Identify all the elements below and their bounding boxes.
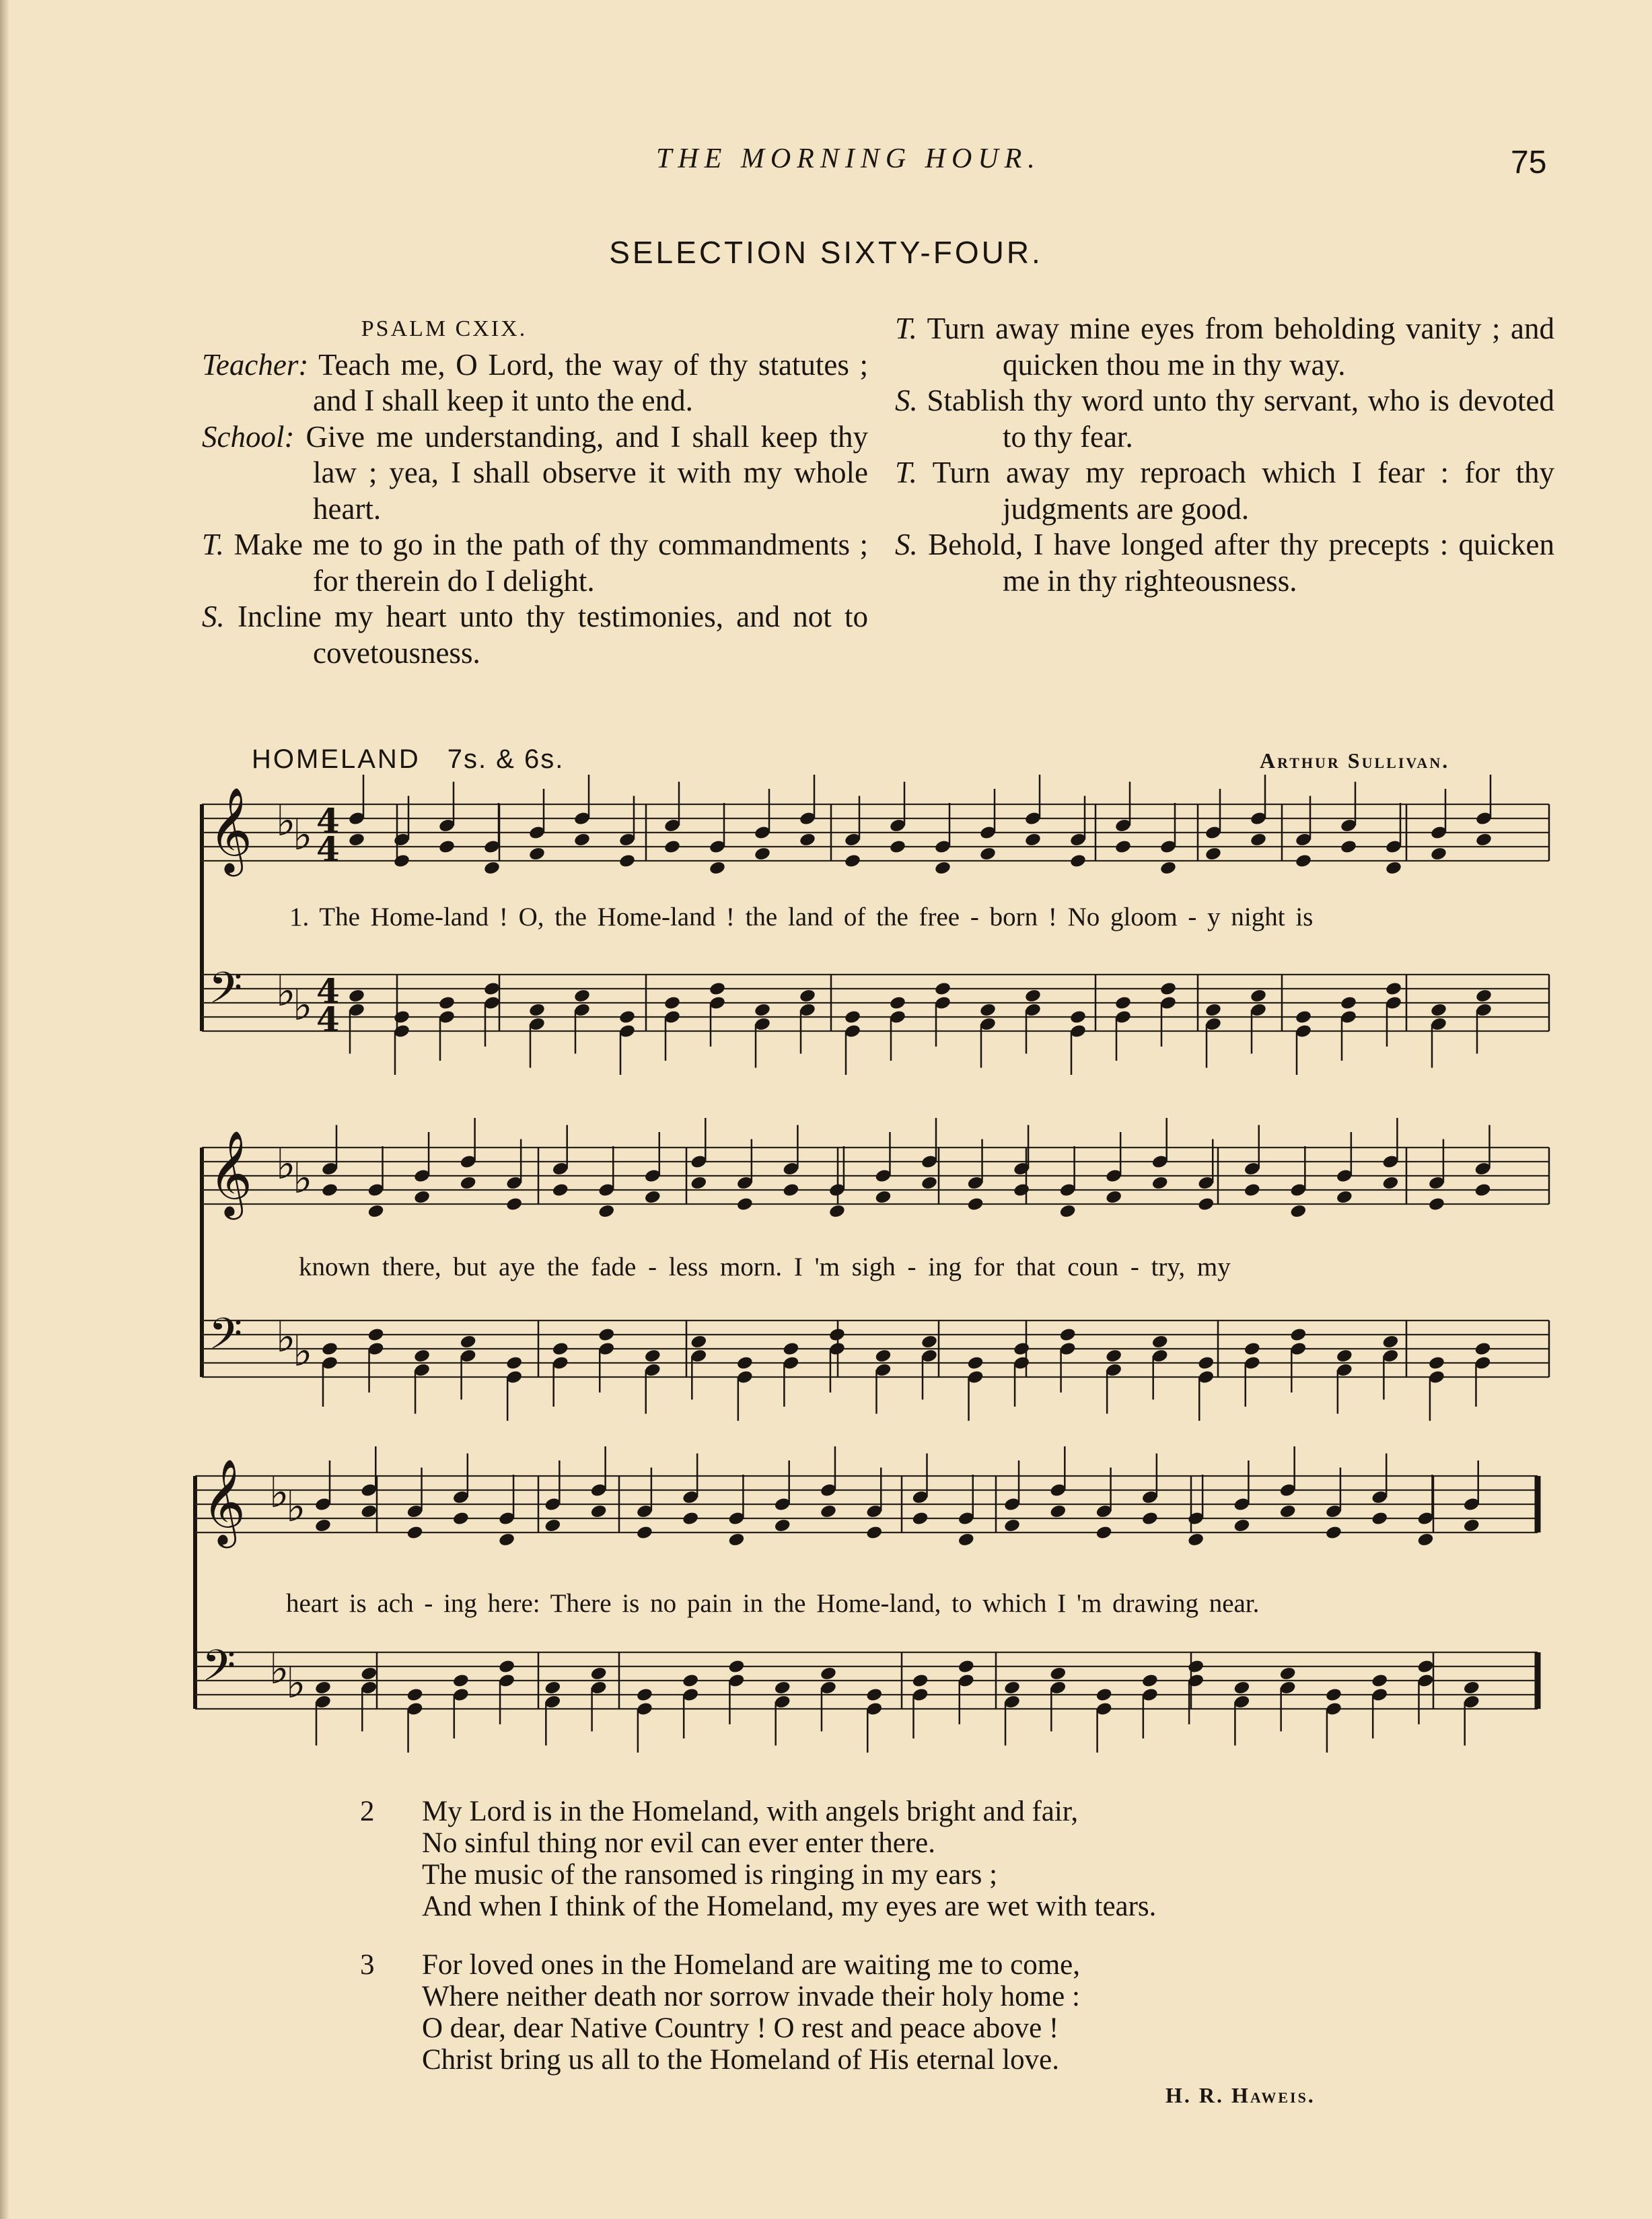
notehead — [727, 1532, 745, 1547]
notehead — [618, 1010, 636, 1025]
notehead — [314, 1518, 332, 1533]
notehead — [1141, 1511, 1159, 1526]
notehead — [393, 1010, 410, 1025]
notehead — [1475, 832, 1493, 847]
verse-text: Give me understanding, and I shall keep thy law ; yea, I shall observe it with my whole heart. — [306, 419, 868, 526]
notehead — [498, 1532, 515, 1547]
stanza — [360, 1949, 1156, 2076]
notehead — [360, 1666, 378, 1681]
notehead — [1159, 981, 1177, 997]
notehead — [934, 860, 951, 876]
notehead — [1105, 1348, 1122, 1364]
notehead — [820, 1504, 837, 1519]
notehead — [321, 1341, 338, 1357]
notehead — [1463, 1680, 1480, 1695]
notehead — [1049, 1666, 1067, 1681]
key-signature-flat: ♭ — [276, 1139, 296, 1189]
notehead — [552, 1341, 569, 1357]
key-signature-flat: ♭ — [293, 1327, 313, 1376]
notehead — [1250, 832, 1267, 847]
speaker-label: S. — [895, 528, 918, 561]
notehead — [413, 1189, 431, 1205]
verse-text: Turn away my reproach which I fear : for thy judgments are good. — [932, 456, 1554, 526]
verse-text: Behold, I have longed after thy precepts : quicken me in thy righteousness. — [928, 528, 1554, 598]
notehead — [844, 853, 861, 869]
notehead — [1340, 839, 1357, 855]
notehead — [874, 1348, 892, 1364]
notehead — [865, 1687, 883, 1703]
tune-name: HOMELAND — [252, 744, 421, 774]
hymn-author: H. R. Haweis. — [1165, 2083, 1316, 2107]
notehead — [1096, 1525, 1113, 1541]
notehead — [1385, 860, 1402, 876]
notehead — [1474, 1183, 1491, 1198]
notehead — [889, 839, 906, 855]
verse-text: Incline my heart unto thy testimonies, and not to covetousness. — [237, 600, 868, 670]
notehead — [1096, 1687, 1113, 1703]
lyric-line: heart is ach - ing here: There is no pain in the Home-land, to which I 'm drawing near. — [286, 1589, 1260, 1618]
speaker-label: T. — [895, 312, 917, 345]
notehead — [820, 1666, 837, 1681]
speaker-label: S. — [895, 384, 918, 417]
notehead — [958, 1659, 975, 1675]
notehead — [528, 846, 546, 861]
notehead — [1151, 1175, 1169, 1191]
notehead — [1416, 1532, 1434, 1547]
notehead — [979, 846, 997, 861]
notehead — [644, 1189, 661, 1205]
notehead — [1295, 1010, 1312, 1025]
stanza-line: And when I think of the Homeland, my eyes are wet with tears. — [422, 1891, 1157, 1922]
notehead — [782, 1341, 799, 1357]
lyric-line: known there, but aye the fade - less morn. I 'm sigh - ing for that coun - try, my — [299, 1253, 1231, 1281]
notehead — [1013, 1183, 1030, 1198]
notehead — [1463, 1518, 1480, 1533]
additional-stanzas — [360, 1796, 1157, 2103]
notehead — [865, 1525, 883, 1541]
notehead — [844, 1010, 861, 1025]
notehead — [1059, 1327, 1077, 1343]
notehead — [636, 1525, 653, 1541]
notehead — [483, 981, 501, 997]
selection-title: SELECTION SIXTY-FOUR. — [609, 235, 1043, 270]
stanza-number: 3 — [360, 1949, 375, 1981]
speaker-label: T. — [202, 528, 224, 561]
notehead — [1233, 1680, 1250, 1695]
notehead — [1205, 846, 1222, 861]
notehead — [1295, 853, 1312, 869]
notehead — [598, 1203, 615, 1219]
notehead — [1428, 1197, 1445, 1212]
key-signature-flat: ♭ — [269, 1644, 289, 1694]
notehead — [460, 1175, 477, 1191]
notehead — [911, 1511, 929, 1526]
notehead — [452, 1511, 470, 1526]
verse-text: Make me to go in the path of thy commandments ; for therein do I delight. — [234, 528, 869, 598]
key-signature-flat: ♭ — [276, 1312, 296, 1362]
stanza-line: Where neither death nor sorrow invade their holy home : — [422, 1981, 1080, 2012]
notehead — [1475, 988, 1493, 1003]
notehead — [314, 1680, 332, 1695]
notehead — [921, 1334, 938, 1349]
treble-clef: 𝄞 — [209, 786, 253, 873]
notehead — [690, 1334, 707, 1349]
notehead — [321, 1183, 338, 1198]
notehead — [1385, 981, 1402, 997]
notehead — [483, 860, 501, 876]
notehead — [393, 853, 410, 869]
notehead — [1187, 1659, 1205, 1675]
notehead — [1205, 1002, 1222, 1018]
notehead — [1197, 1355, 1215, 1371]
notehead — [1024, 988, 1042, 1003]
notehead — [1279, 1666, 1297, 1681]
notehead — [1428, 1355, 1445, 1371]
key-signature-flat: ♭ — [276, 966, 296, 1016]
notehead — [498, 1659, 515, 1675]
notehead — [690, 1175, 707, 1191]
notehead — [552, 1183, 569, 1198]
notehead — [644, 1348, 661, 1364]
notehead — [1187, 1532, 1205, 1547]
notehead — [636, 1687, 653, 1703]
notehead — [590, 1504, 608, 1519]
key-signature-flat: ♭ — [293, 1154, 313, 1203]
notehead — [1069, 1010, 1087, 1025]
notehead — [406, 1525, 423, 1541]
stanza-number: 2 — [360, 1796, 375, 1827]
time-signature: 4 — [316, 801, 340, 841]
notehead — [682, 1673, 699, 1689]
lyric-line: 1. The Home-land ! O, the Home-land ! the land of the free - born ! No gloom - y night is — [289, 903, 1314, 931]
notehead — [505, 1355, 523, 1371]
notehead — [709, 981, 726, 997]
stanza-line: Christ bring us all to the Homeland of His eternal love. — [422, 2044, 1060, 2076]
key-signature-flat: ♭ — [293, 810, 313, 860]
notehead — [452, 1673, 470, 1689]
notehead — [1416, 1659, 1434, 1675]
tune-meter: 7s. & 6s. — [447, 744, 565, 774]
notehead — [979, 1002, 997, 1018]
notehead — [1325, 1525, 1342, 1541]
notehead — [460, 1334, 477, 1349]
notehead — [360, 1504, 378, 1519]
notehead — [1114, 839, 1132, 855]
notehead — [1279, 1504, 1297, 1519]
notehead — [1059, 1203, 1077, 1219]
notehead — [682, 1511, 699, 1526]
notehead — [1003, 1518, 1021, 1533]
notehead — [774, 1680, 791, 1695]
notehead — [1024, 832, 1042, 847]
time-signature: 4 — [316, 999, 340, 1039]
notehead — [774, 1518, 791, 1533]
verse-text: Teach me, O Lord, the way of thy statutes ; and I shall keep it unto the end. — [313, 347, 868, 417]
page-number: 75 — [1511, 145, 1547, 180]
stanza — [360, 1796, 1157, 1922]
notehead — [1381, 1334, 1399, 1349]
speaker-label: School: — [202, 419, 295, 454]
notehead — [921, 1175, 938, 1191]
notehead — [505, 1197, 523, 1212]
notehead — [590, 1666, 608, 1681]
notehead — [709, 860, 726, 876]
notehead — [1371, 1511, 1388, 1526]
notehead — [573, 988, 591, 1003]
notehead — [663, 995, 681, 1011]
key-signature-flat: ♭ — [286, 1658, 306, 1708]
stanza-line: O dear, dear Native Country ! O rest and peace above ! — [422, 2012, 1059, 2044]
notehead — [1114, 995, 1132, 1011]
notehead — [911, 1673, 929, 1689]
notehead — [413, 1348, 431, 1364]
notehead — [966, 1197, 984, 1212]
notehead — [598, 1327, 615, 1343]
notehead — [1244, 1341, 1261, 1357]
notehead — [663, 839, 681, 855]
notehead — [1233, 1518, 1250, 1533]
notehead — [348, 988, 365, 1003]
notehead — [889, 995, 906, 1011]
notehead — [573, 832, 591, 847]
treble-clef: 𝄞 — [202, 1458, 246, 1545]
notehead — [782, 1183, 799, 1198]
notehead — [1049, 1504, 1067, 1519]
notehead — [828, 1327, 846, 1343]
speaker-label: T. — [895, 456, 917, 489]
notehead — [1430, 846, 1447, 861]
notehead — [754, 846, 771, 861]
notehead — [874, 1189, 892, 1205]
speaker-label: S. — [202, 600, 225, 633]
notehead — [799, 832, 816, 847]
psalm-heading: PSALM CXIX. — [361, 316, 528, 341]
notehead — [1336, 1348, 1353, 1364]
notehead — [1340, 995, 1357, 1011]
notehead — [754, 1002, 771, 1018]
stanza-line: The music of the ransomed is ringing in my ears ; — [422, 1859, 998, 1891]
notehead — [736, 1197, 754, 1212]
notehead — [528, 1002, 546, 1018]
notehead — [736, 1355, 754, 1371]
stanza-line: My Lord is in the Homeland, with angels bright and fair, — [422, 1796, 1079, 1827]
notehead — [348, 832, 365, 847]
notehead — [1381, 1175, 1399, 1191]
notehead — [828, 1203, 846, 1219]
notehead — [1105, 1189, 1122, 1205]
verse-text: Stablish thy word unto thy servant, who is devoted to thy fear. — [927, 384, 1555, 454]
verse-text: Turn away mine eyes from beholding vanity ; and quicken thou me in thy way. — [927, 312, 1554, 382]
notehead — [406, 1687, 423, 1703]
notehead — [544, 1680, 561, 1695]
stanza-line: For loved ones in the Homeland are waiting me to come, — [422, 1949, 1080, 1981]
speaker-label: Teacher: — [202, 347, 309, 382]
stanza-line: No sinful thing nor evil can ever enter there. — [422, 1827, 935, 1859]
notehead — [966, 1355, 984, 1371]
notehead — [1325, 1687, 1342, 1703]
notehead — [367, 1203, 384, 1219]
notehead — [544, 1518, 561, 1533]
notehead — [438, 839, 456, 855]
bass-clef: 𝄢 — [209, 1309, 243, 1370]
notehead — [1250, 988, 1267, 1003]
notehead — [438, 995, 456, 1011]
treble-clef: 𝄞 — [209, 1129, 253, 1216]
notehead — [1013, 1341, 1030, 1357]
notehead — [1159, 860, 1177, 876]
key-signature-flat: ♭ — [269, 1468, 289, 1518]
notehead — [1289, 1327, 1307, 1343]
notehead — [1003, 1680, 1021, 1695]
composer: Arthur Sullivan. — [1260, 748, 1450, 773]
notehead — [1430, 1002, 1447, 1018]
notehead — [1069, 853, 1087, 869]
notehead — [934, 981, 951, 997]
notehead — [1244, 1183, 1261, 1198]
notehead — [1197, 1197, 1215, 1212]
notehead — [958, 1532, 975, 1547]
key-signature-flat: ♭ — [276, 796, 296, 846]
notehead — [1141, 1673, 1159, 1689]
notehead — [1289, 1203, 1307, 1219]
running-head: THE MORNING HOUR. — [656, 143, 1041, 174]
time-signature: 4 — [316, 829, 340, 869]
notehead — [1336, 1189, 1353, 1205]
key-signature-flat: ♭ — [286, 1482, 306, 1532]
notehead — [727, 1659, 745, 1675]
notehead — [1151, 1334, 1169, 1349]
notehead — [1371, 1673, 1388, 1689]
bass-clef: 𝄢 — [209, 963, 243, 1024]
time-signature: 4 — [316, 971, 340, 1011]
notehead — [799, 988, 816, 1003]
key-signature-flat: ♭ — [293, 981, 313, 1030]
bass-clef: 𝄢 — [202, 1641, 236, 1702]
notehead — [1474, 1341, 1491, 1357]
notehead — [367, 1327, 384, 1343]
notehead — [618, 853, 636, 869]
